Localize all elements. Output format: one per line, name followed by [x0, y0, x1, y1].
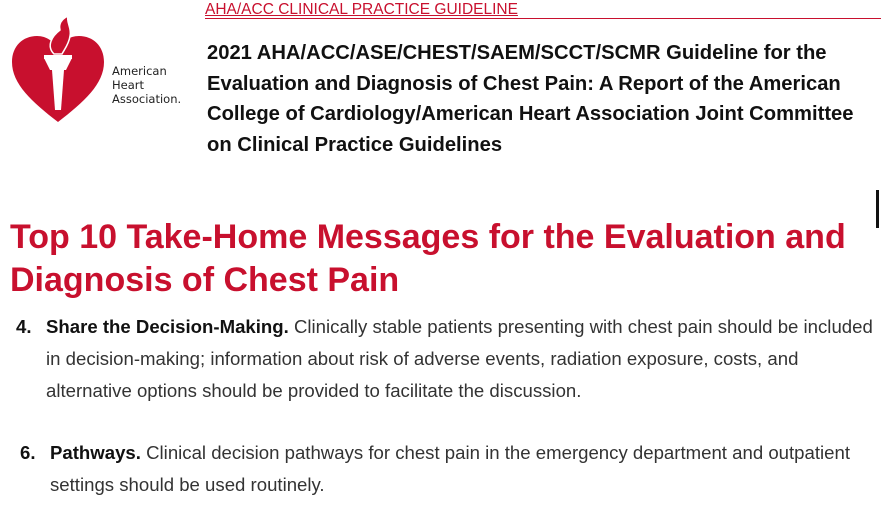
section-heading: Top 10 Take-Home Messages for the Evaluation and Diagnosis of Chest Pain [10, 218, 846, 299]
heart-torch-icon [8, 14, 108, 124]
guideline-banner-label: AHA/ACC CLINICAL PRACTICE GUIDELINE [205, 1, 518, 18]
list-item-number: 6. [20, 442, 36, 463]
logo-line-3: Association. [112, 92, 182, 106]
aha-logo [8, 14, 193, 124]
list-item-body: Clinically stable patients presenting with chest pain should be included in decision-making; information about risk of adverse events, radiation exposure, costs, and alternative options should be provided to facilitate the discussion. [46, 316, 873, 401]
text-cursor [876, 190, 879, 228]
document-title: 2021 AHA/ACC/ASE/CHEST/SAEM/SCCT/SCMR Guideline for the Evaluation and Diagnosis of Chest Pain: A Report of the American College of Cardiology/American Heart Association Joint Committee on Clinical Practice Guidelines [207, 42, 854, 156]
list-item-number: 4. [16, 316, 32, 337]
list-item-lead: Share the Decision-Making. [46, 316, 294, 337]
list-item [20, 437, 880, 507]
list-item-body: Clinical decision pathways for chest pain in the emergency department and outpatient settings should be used routinely. [50, 442, 851, 495]
logo-wordmark [112, 64, 181, 106]
guideline-banner [205, 0, 881, 19]
list-item-lead: Pathways. [50, 442, 147, 463]
logo-line-1: American [112, 64, 167, 78]
logo-line-2: Heart [112, 78, 145, 92]
list-item-text [50, 437, 870, 501]
list-item [16, 311, 876, 441]
list-item-text [46, 311, 876, 407]
